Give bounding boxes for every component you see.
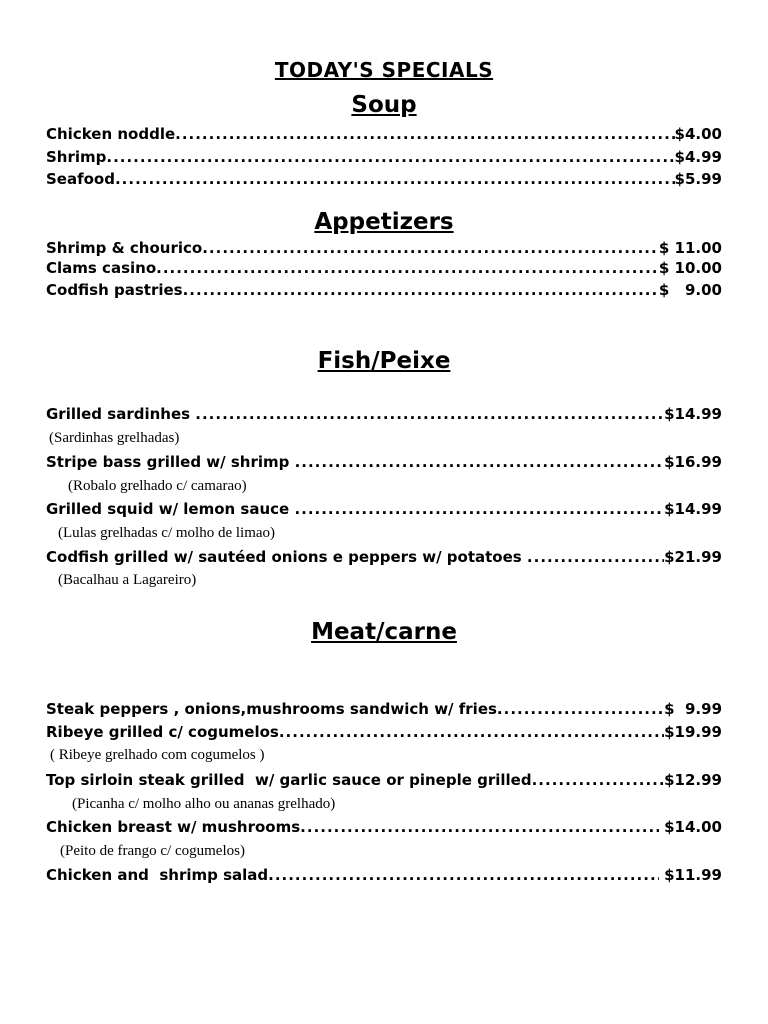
item-name: Ribeye grilled c/ cogumelos	[46, 723, 279, 741]
item-name: Codfish pastries	[46, 281, 183, 299]
item-name: Shrimp & chourico	[46, 239, 203, 257]
item-price: $16.99	[664, 453, 722, 471]
item-price: $21.99	[664, 548, 722, 566]
page-title: TODAY'S SPECIALS	[274, 58, 494, 82]
dot-leader	[300, 818, 659, 836]
dot-leader	[294, 500, 664, 518]
dot-leader	[295, 453, 665, 471]
section-title-appetizers: Appetizers	[314, 209, 454, 235]
menu-item-appetizer-2	[46, 259, 722, 279]
dot-leader	[268, 866, 659, 884]
menu-item-meat-5	[46, 866, 722, 886]
item-name: Grilled sardinhes	[46, 405, 196, 423]
item-name: Chicken breast w/ mushrooms	[46, 818, 301, 836]
item-price: $12.99	[664, 771, 722, 789]
item-price: $14.99	[664, 500, 722, 518]
menu-item-appetizer-3	[46, 281, 722, 301]
item-translation: (Peito de frango c/ cogumelos)	[60, 843, 245, 859]
menu-item-soup-2	[46, 148, 722, 168]
menu-item-fish-4	[46, 548, 722, 568]
dot-leader	[115, 170, 675, 188]
dot-leader	[532, 771, 665, 789]
item-translation: (Robalo grelhado c/ camarao)	[68, 478, 247, 494]
item-name: Shrimp	[46, 148, 107, 166]
item-price: $ 11.00	[658, 239, 722, 257]
menu-item-soup-3	[46, 170, 722, 190]
dot-leader	[175, 125, 674, 143]
item-translation: (Lulas grelhadas c/ molho de limao)	[58, 525, 276, 541]
item-price: $ 9.00	[658, 281, 722, 299]
section-title-soup: Soup	[351, 92, 417, 118]
menu-item-meat-1	[46, 700, 722, 720]
item-translation: ( Ribeye grelhado com cogumelos )	[50, 747, 265, 763]
item-price: $11.99	[658, 866, 722, 884]
dot-leader	[497, 700, 664, 718]
item-price: $ 10.00	[658, 259, 722, 277]
dot-leader	[106, 148, 674, 166]
item-name: Clams casino	[46, 259, 157, 277]
item-price: $5.99	[674, 170, 722, 188]
item-name: Chicken and shrimp salad	[46, 866, 269, 884]
item-translation: (Sardinhas grelhadas)	[49, 430, 180, 446]
item-name: Stripe bass grilled w/ shrimp	[46, 453, 295, 471]
item-name: Chicken noddle	[46, 125, 176, 143]
menu-item-fish-2	[46, 453, 722, 473]
section-title-fish: Fish/Peixe	[317, 348, 451, 374]
menu-item-fish-1	[46, 405, 722, 425]
item-name: Grilled squid w/ lemon sauce	[46, 500, 295, 518]
dot-leader	[183, 281, 659, 299]
dot-leader	[156, 259, 659, 277]
dot-leader	[527, 548, 664, 566]
item-name: Seafood	[46, 170, 115, 188]
menu-item-soup-1	[46, 125, 722, 145]
menu-item-meat-3	[46, 771, 722, 791]
dot-leader	[195, 405, 664, 423]
menu-item-meat-2	[46, 723, 722, 743]
dot-leader	[202, 239, 659, 257]
item-price: $19.99	[664, 723, 722, 741]
item-translation: (Picanha c/ molho alho ou ananas grelhado)	[72, 796, 336, 812]
item-price: $14.00	[658, 818, 722, 836]
item-name: Codfish grilled w/ sautéed onions e peppers w/ potatoes	[46, 548, 527, 566]
item-name: Top sirloin steak grilled w/ garlic sauce or pineple grilled	[46, 771, 532, 789]
section-title-meat: Meat/carne	[311, 619, 457, 645]
item-translation: (Bacalhau a Lagareiro)	[58, 572, 197, 588]
menu-item-appetizer-1	[46, 239, 722, 259]
item-price: $4.99	[674, 148, 722, 166]
dot-leader	[279, 723, 664, 741]
item-price: $ 9.99	[664, 700, 722, 718]
menu-item-fish-3	[46, 500, 722, 520]
menu-item-meat-4	[46, 818, 722, 838]
item-price: $14.99	[664, 405, 722, 423]
item-price: $4.00	[674, 125, 722, 143]
item-name: Steak peppers , onions,mushrooms sandwich w/ fries	[46, 700, 497, 718]
